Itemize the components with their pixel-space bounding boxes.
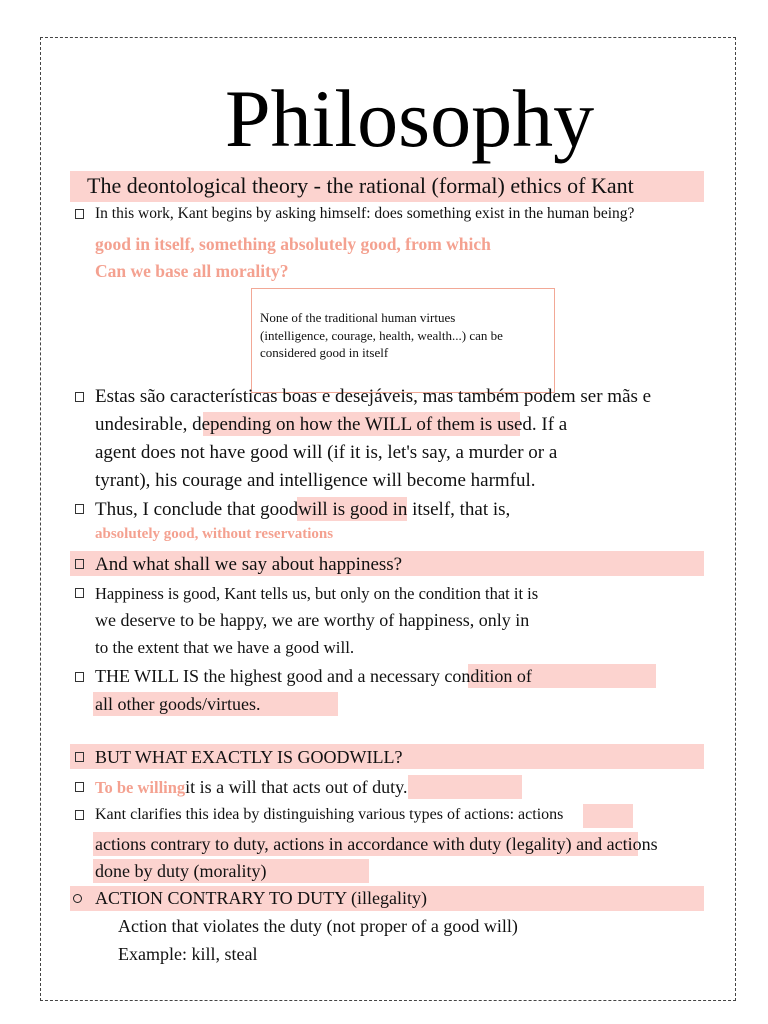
actions-line-1: Kant clarifies this idea by distinguishing various types of actions: actions — [95, 806, 564, 823]
intro-pink-line-1: good in itself, something absolutely good, from which — [95, 234, 491, 254]
highlight-duty — [408, 775, 522, 799]
contrary-heading: ACTION CONTRARY TO DUTY (illegality) — [95, 888, 427, 908]
bullet-icon — [75, 752, 84, 762]
intro-pink-line-2: Can we base all morality? — [95, 261, 289, 281]
will-line-2: all other goods/virtues. — [95, 694, 261, 714]
callout-line-2: (intelligence, courage, health, wealth...) can be — [260, 327, 503, 343]
subtitle: The deontological theory - the rational (formal) ethics of Kant — [87, 173, 634, 198]
circle-bullet-icon — [73, 894, 82, 903]
virtues-line-2c: used. If a — [492, 414, 568, 435]
happiness-question: And what shall we say about happiness? — [95, 554, 403, 575]
happiness-line-3: to the extent that we have a good will. — [95, 638, 355, 657]
bullet-icon — [75, 782, 84, 792]
bullet-icon — [75, 559, 84, 569]
will-line-1: THE WILL IS the highest good and a necessary condition of — [95, 666, 532, 686]
callout-line-1: None of the traditional human virtues — [260, 310, 456, 325]
happiness-line-2: we deserve to be happy, we are worthy of happiness, only in — [95, 610, 530, 630]
virtues-line-3: agent does not have good will (if it is, let's say, a murder or a — [95, 442, 558, 463]
bullet-icon — [75, 209, 84, 219]
goodwill-line-2: absolutely good, without reservations — [95, 526, 334, 542]
bullet-icon — [75, 588, 84, 598]
intro-question: In this work, Kant begins by asking himself: does something exist in the human being? — [95, 205, 635, 222]
callout-box — [251, 288, 555, 393]
virtues-line-1: Estas são características boas e desejáveis, mas também podem ser mãs e — [95, 386, 652, 407]
bullet-icon — [75, 392, 84, 402]
contrary-line-1: Action that violates the duty (not proper of a good will) — [118, 916, 518, 936]
willing-line — [95, 777, 407, 798]
willing-rest: it is a will that acts out of duty. — [185, 777, 408, 797]
contrary-line-2: Example: kill, steal — [118, 944, 258, 964]
callout-line-3: considered good in itself — [260, 345, 389, 360]
goodwill-line-1: Thus, I conclude that goodwill is good in itself, that is, — [95, 499, 511, 520]
goodwill-question: BUT WHAT EXACTLY IS GOODWILL? — [95, 747, 403, 767]
bullet-icon — [75, 504, 84, 514]
virtues-line-2a: undesirable, — [95, 414, 193, 435]
actions-line-3: done by duty (morality) — [95, 861, 267, 881]
willing-pink: To be willing — [95, 778, 186, 797]
actions-line-2: actions contrary to duty, actions in accordance with duty (legality) and actions — [95, 834, 658, 854]
happiness-line-1: Happiness is good, Kant tells us, but only on the condition that it is — [95, 584, 539, 603]
virtues-line-2 — [95, 414, 567, 436]
bullet-icon — [75, 810, 84, 820]
bullet-icon — [75, 672, 84, 682]
highlight-actions-1 — [583, 804, 633, 828]
virtues-line-2b: depending on how the WILL of them is — [192, 414, 493, 435]
virtues-line-4: tyrant), his courage and intelligence will become harmful. — [95, 470, 536, 491]
page-title: Philosophy — [225, 73, 595, 164]
